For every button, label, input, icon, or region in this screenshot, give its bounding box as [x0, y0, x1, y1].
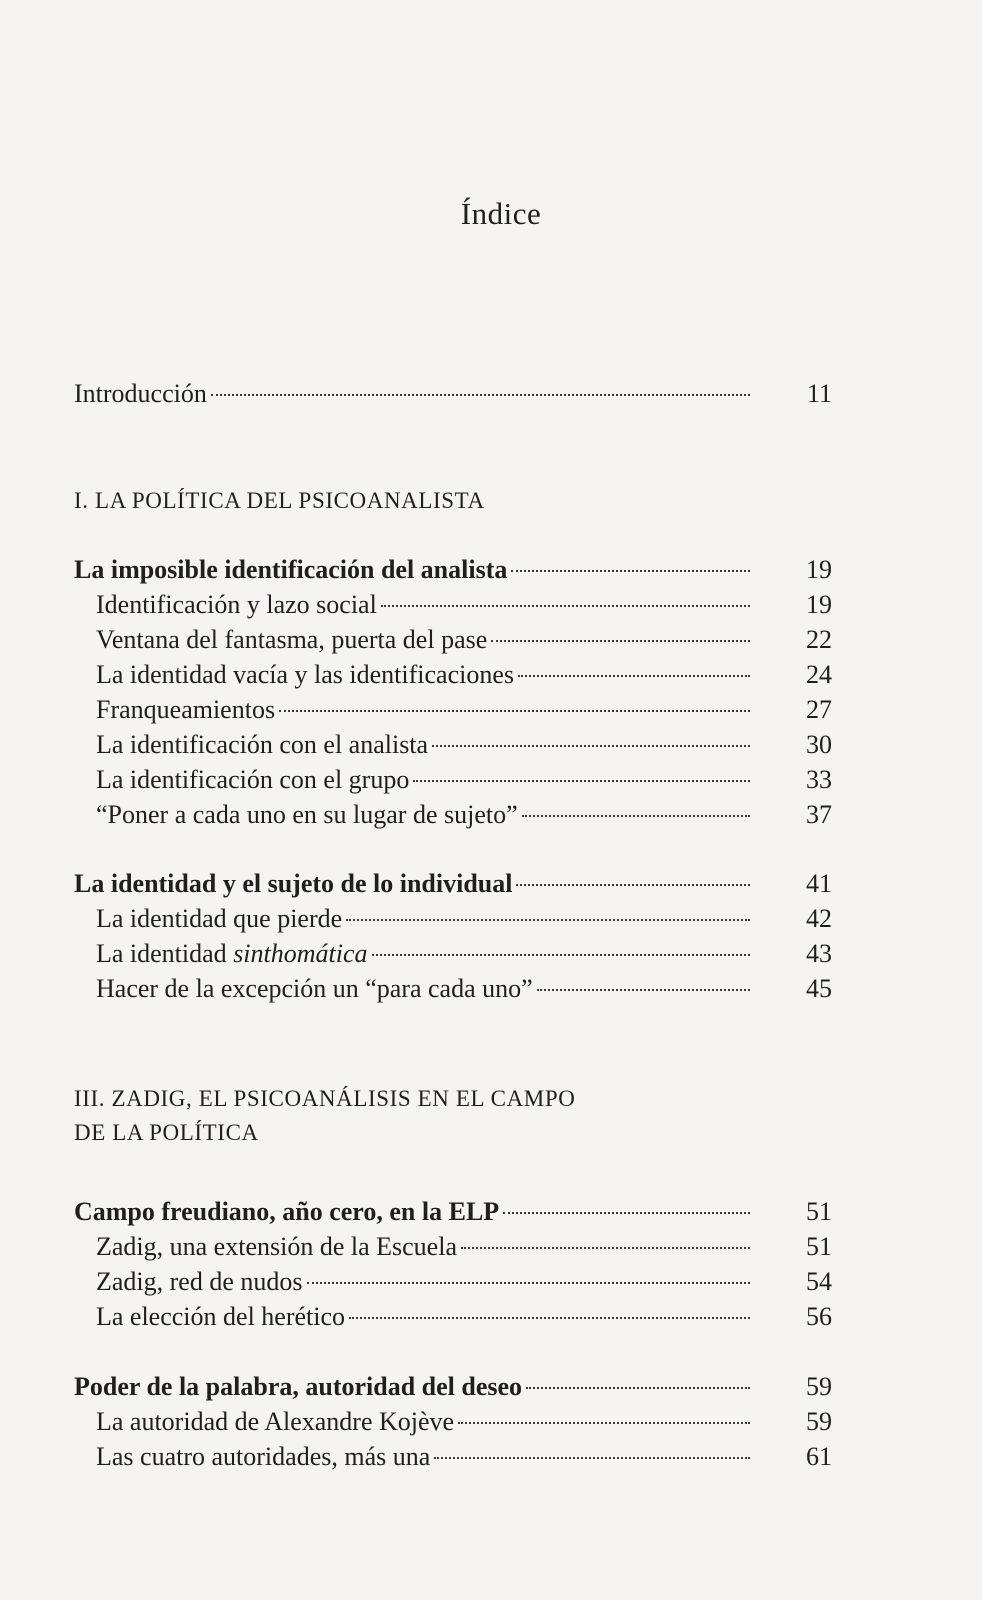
dot-leader — [491, 640, 750, 642]
toc-entry-label: Las cuatro autoridades, más una — [96, 1442, 431, 1471]
toc-subentry — [96, 1301, 832, 1333]
toc-entry-label: Poder de la palabra, autoridad del deseo — [74, 1372, 523, 1401]
toc-page-number: 22 — [806, 625, 832, 654]
toc-page-number: 42 — [806, 904, 832, 933]
toc-entry-label: Hacer de la excepción un “para cada uno” — [96, 974, 533, 1003]
toc-page-number: 51 — [806, 1197, 832, 1226]
toc-entry-label: La autoridad de Alexandre Kojève — [96, 1407, 455, 1436]
toc-page-number: 24 — [806, 660, 832, 689]
toc-subentry — [96, 1231, 832, 1263]
toc-subentry — [96, 729, 832, 761]
page-title: Índice — [460, 196, 542, 231]
toc-entry-label: Zadig, red de nudos — [96, 1267, 303, 1296]
toc-page-number: 51 — [806, 1232, 832, 1261]
toc-page-number: 45 — [806, 974, 832, 1003]
toc-subentry — [96, 938, 832, 970]
dot-leader — [503, 1212, 750, 1214]
dot-leader — [413, 780, 750, 782]
dot-leader — [511, 570, 750, 572]
toc-section-heading — [74, 554, 832, 586]
label-prefix: La identidad — [96, 939, 234, 968]
dot-leader — [346, 919, 750, 921]
toc-subentry — [96, 694, 832, 726]
dot-leader — [458, 1422, 750, 1424]
part-heading-line: DE LA POLÍTICA — [74, 1120, 259, 1145]
toc-subentry — [96, 764, 832, 796]
toc-section-heading — [74, 868, 832, 900]
toc-subentry — [96, 973, 832, 1005]
toc-page-number: 43 — [806, 939, 832, 968]
toc-subentry — [96, 1406, 832, 1438]
toc-page-number: 11 — [806, 379, 832, 408]
toc-subentry — [96, 1441, 832, 1473]
dot-leader — [522, 815, 750, 817]
dot-leader — [434, 1457, 750, 1459]
toc-section-heading — [74, 1371, 832, 1403]
toc-page-number: 59 — [806, 1407, 832, 1436]
part-heading-line: III. ZADIG, EL PSICOANÁLISIS EN EL CAMPO — [74, 1086, 576, 1111]
toc-entry-label — [96, 938, 368, 970]
toc-entry-label: La identificación con el grupo — [96, 765, 410, 794]
toc-subentry — [96, 659, 832, 691]
dot-leader — [461, 1247, 750, 1249]
dot-leader — [381, 605, 750, 607]
dot-leader — [516, 884, 750, 886]
toc-entry-label: Ventana del fantasma, puerta del pase — [96, 625, 488, 654]
toc-subentry — [96, 1266, 832, 1298]
dot-leader — [279, 710, 750, 712]
toc-page-number: 19 — [806, 555, 832, 584]
dot-leader — [349, 1317, 750, 1319]
toc-page-number: 54 — [806, 1267, 832, 1296]
dot-leader — [211, 394, 750, 396]
dot-leader — [537, 989, 750, 991]
part-heading-1: I. LA POLÍTICA DEL PSICOANALISTA — [74, 488, 485, 513]
toc-entry-label: La identificación con el analista — [96, 730, 429, 759]
toc-page-number: 37 — [806, 800, 832, 829]
toc-page-number: 27 — [806, 695, 832, 724]
toc-entry-label: La identidad vacía y las identificaciones — [96, 660, 514, 689]
toc-subentry — [96, 589, 832, 621]
toc-section-heading — [74, 1196, 832, 1228]
toc-entry-introduction — [74, 378, 832, 410]
dot-leader — [372, 954, 750, 956]
toc-page-number: 41 — [806, 869, 832, 898]
dot-leader — [518, 675, 750, 677]
dot-leader — [307, 1282, 750, 1284]
toc-page-number: 56 — [806, 1302, 832, 1331]
dot-leader — [432, 745, 750, 747]
toc-entry-label: La identidad y el sujeto de lo individual — [74, 869, 513, 898]
toc-page-number: 30 — [806, 730, 832, 759]
toc-entry-label: La identidad que pierde — [96, 904, 343, 933]
toc-subentry — [96, 799, 832, 831]
toc-page-number: 61 — [806, 1442, 832, 1471]
toc-subentry — [96, 903, 832, 935]
toc-entry-label: Zadig, una extensión de la Escuela — [96, 1232, 457, 1261]
dot-leader — [526, 1387, 750, 1389]
part-heading-3 — [74, 1082, 575, 1150]
toc-entry-label: La elección del herético — [96, 1302, 346, 1331]
toc-entry-label: Identificación y lazo social — [96, 590, 377, 619]
toc-subentry — [96, 624, 832, 656]
toc-page-number: 19 — [806, 590, 832, 619]
toc-entry-label: Introducción — [74, 379, 207, 408]
label-italic: sinthomática — [233, 939, 368, 968]
toc-entry-label: Campo freudiano, año cero, en la ELP — [74, 1197, 500, 1226]
toc-entry-label: La imposible identificación del analista — [74, 555, 508, 584]
toc-entry-label: “Poner a cada uno en su lugar de sujeto” — [96, 800, 518, 829]
toc-page-number: 59 — [806, 1372, 832, 1401]
toc-page-number: 33 — [806, 765, 832, 794]
toc-entry-label: Franqueamientos — [96, 695, 276, 724]
